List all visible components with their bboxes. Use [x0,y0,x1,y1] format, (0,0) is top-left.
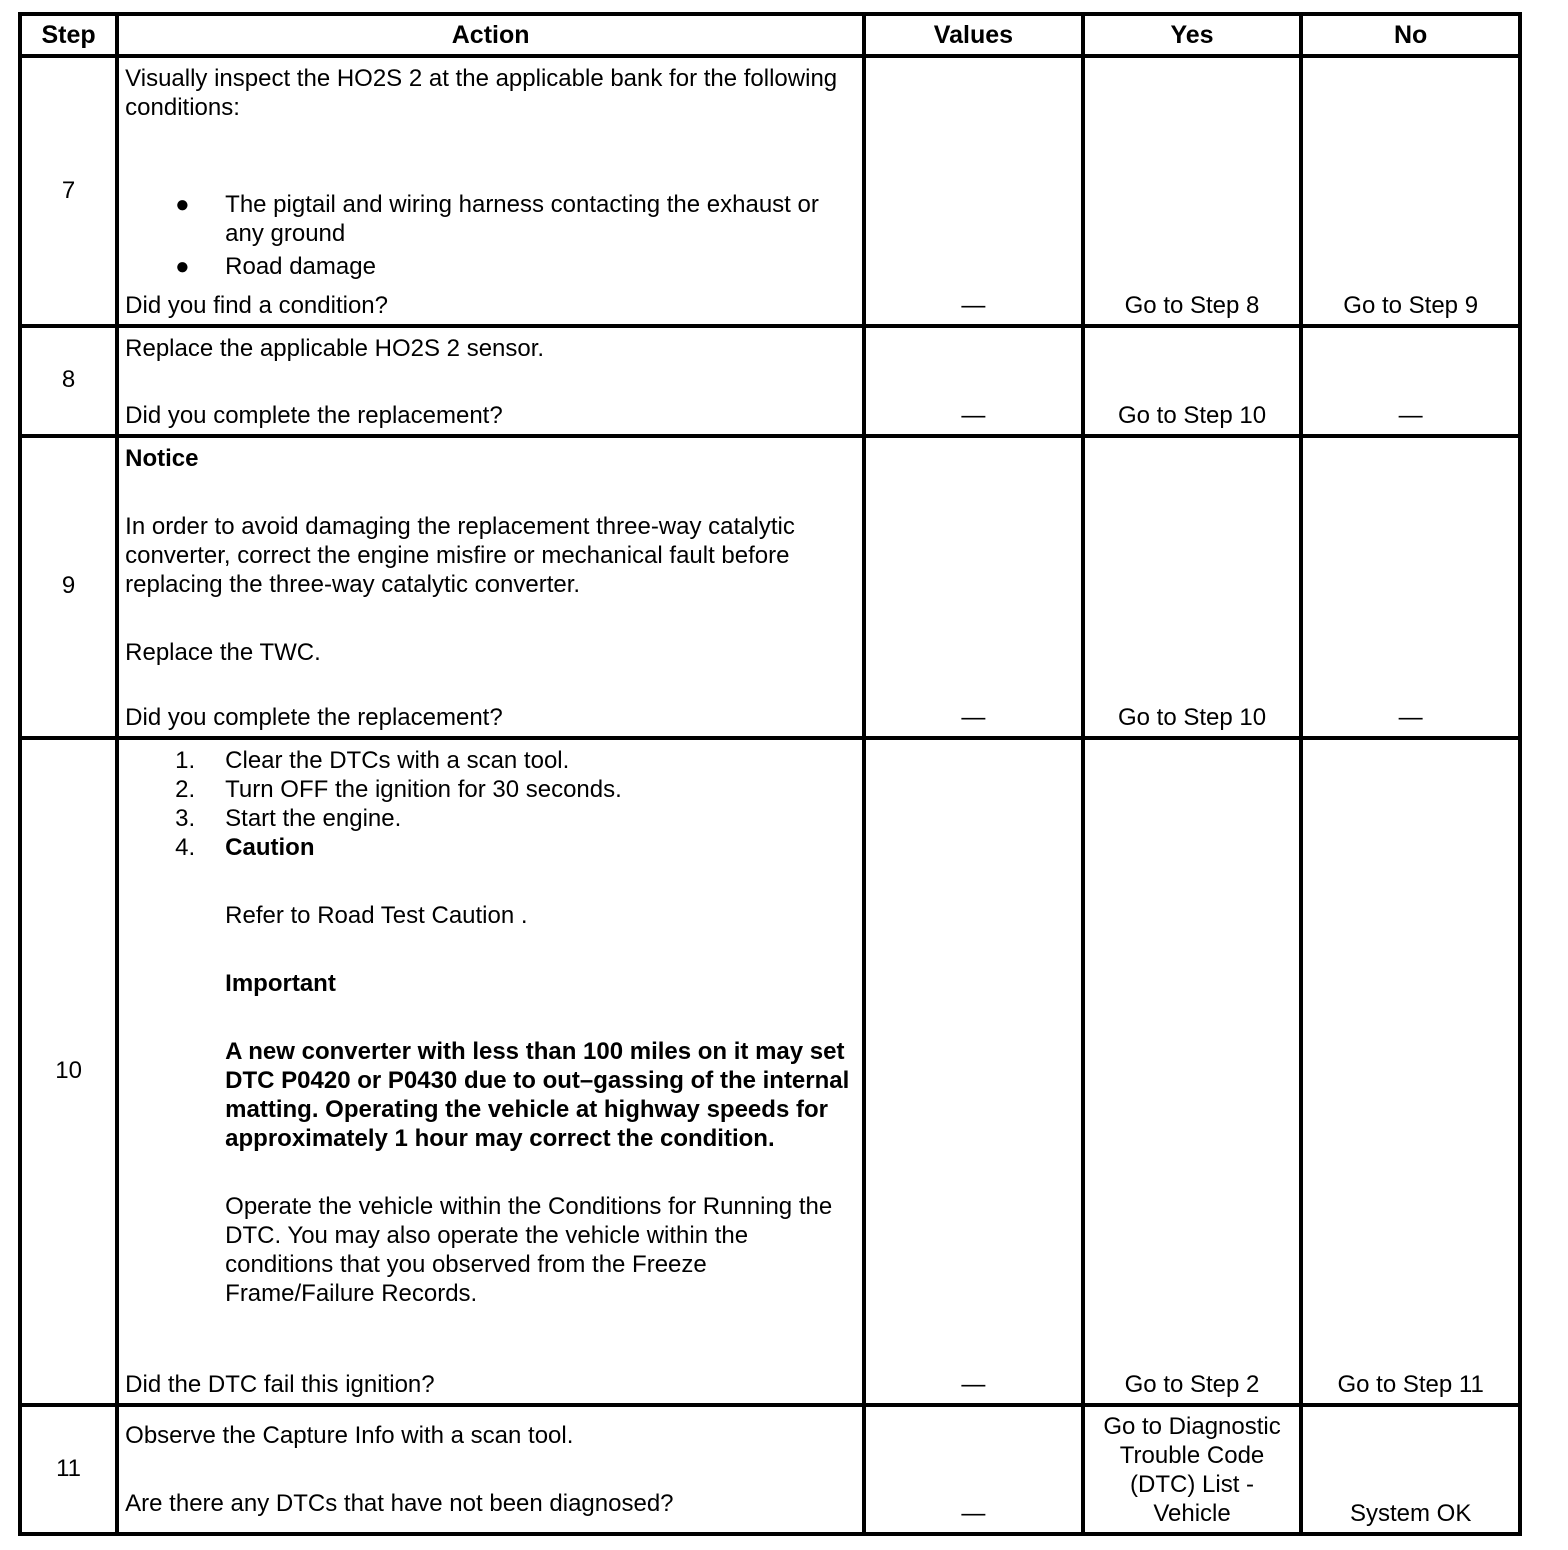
yes-cell [1083,56,1302,326]
header-yes: Yes [1083,14,1302,56]
yes-link[interactable]: Go to Diagnostic Trouble Code (DTC) List - Vehicle [1103,1413,1281,1527]
list-item: 3. Start the engine. [175,804,402,832]
values-text: — [961,401,986,429]
yes-link[interactable]: Go to Step 2 [1124,1370,1260,1398]
procedure-list [125,746,854,862]
header-no: No [1301,14,1520,56]
step-cell [20,436,117,738]
condition-list [125,190,854,281]
table-row [20,738,1520,1405]
values-cell [864,56,1083,326]
no-cell [1301,326,1520,435]
action-intro: Observe the Capture Info with a scan tool. [125,1421,574,1449]
step-cell [20,56,117,326]
values-cell [864,1405,1083,1534]
list-item: ● Road damage [175,253,376,280]
values-text: — [961,1370,986,1398]
values-cell [864,738,1083,1405]
step-number: 7 [61,177,76,204]
action-cell [117,738,864,1405]
values-text: — [961,1500,986,1527]
action-cell [117,1405,864,1534]
yes-link[interactable]: Go to Step 8 [1124,292,1260,320]
list-item: 1. Clear the DTCs with a scan tool. [175,746,570,774]
action-question: Did the DTC fail this ignition? [125,1370,435,1398]
list-item: 4. Caution [175,833,315,861]
no-cell [1301,436,1520,738]
no-text: — [1398,401,1423,429]
action-cell [117,56,864,326]
instruction-text: Replace the TWC. [125,638,321,666]
action-intro: Replace the applicable HO2S 2 sensor. [125,335,545,363]
no-text: System OK [1349,1500,1472,1527]
no-link[interactable]: Go to Step 9 [1343,292,1479,320]
notice-title: Notice [125,444,199,472]
header-step: Step [20,14,117,56]
action-question: Did you find a condition? [125,292,388,320]
action-question: Did you complete the replacement? [125,401,503,429]
yes-cell [1083,326,1302,435]
table-row [20,436,1520,738]
table-row [20,1405,1520,1534]
values-cell [864,436,1083,738]
diagnostic-table [18,12,1522,1536]
bullet-icon: ● [175,191,190,218]
step-number: 11 [56,1454,82,1482]
caution-text: Refer to Road Test Caution . [225,901,528,929]
action-intro: Visually inspect the HO2S 2 at the applicable bank for the following conditions: [125,65,838,121]
yes-cell [1083,436,1302,738]
action-cell [117,326,864,435]
yes-cell [1083,1405,1302,1534]
action-cell [117,436,864,738]
no-cell [1301,1405,1520,1534]
values-text: — [961,703,986,731]
list-item: 2. Turn OFF the ignition for 30 seconds. [175,775,622,803]
table-row [20,326,1520,435]
step-cell [20,1405,117,1534]
yes-link[interactable]: Go to Step 10 [1117,703,1267,731]
notice-text: In order to avoid damaging the replacement three-way catalytic converter, correct the engine misfire or mechanical fault before replacing the three-way catalytic converter. [125,512,795,598]
yes-link[interactable]: Go to Step 10 [1117,401,1267,429]
no-cell [1301,738,1520,1405]
bullet-icon: ● [175,253,190,280]
header-action: Action [117,14,864,56]
step-cell [20,738,117,1405]
values-text: — [961,292,986,320]
no-link[interactable]: Go to Step 11 [1337,1370,1484,1398]
no-text: — [1398,703,1423,731]
operate-text: Operate the vehicle within the Conditions for Running the DTC. You may also operate the vehicle within the conditions that you observed from the Freeze Frame/Failure Records. [225,1192,833,1307]
step-number: 9 [61,571,76,599]
values-cell [864,326,1083,435]
important-title: Important [225,969,336,997]
list-item: ● The pigtail and wiring harness contacting the exhaust or any ground [175,191,819,247]
header-values: Values [864,14,1083,56]
header-row [20,14,1520,56]
step-number: 8 [61,366,76,394]
no-cell [1301,56,1520,326]
important-text: A new converter with less than 100 miles on it may set DTC P0420 or P0430 due to out–gassing of the internal matting. Operating the vehicle at highway speeds for approximately 1 hour may correct the condition. [225,1037,850,1152]
action-question: Did you complete the replacement? [125,703,503,731]
step-cell [20,326,117,435]
yes-cell [1083,738,1302,1405]
action-question: Are there any DTCs that have not been diagnosed? [125,1490,674,1517]
table-row [20,56,1520,326]
step-number: 10 [55,1056,82,1084]
